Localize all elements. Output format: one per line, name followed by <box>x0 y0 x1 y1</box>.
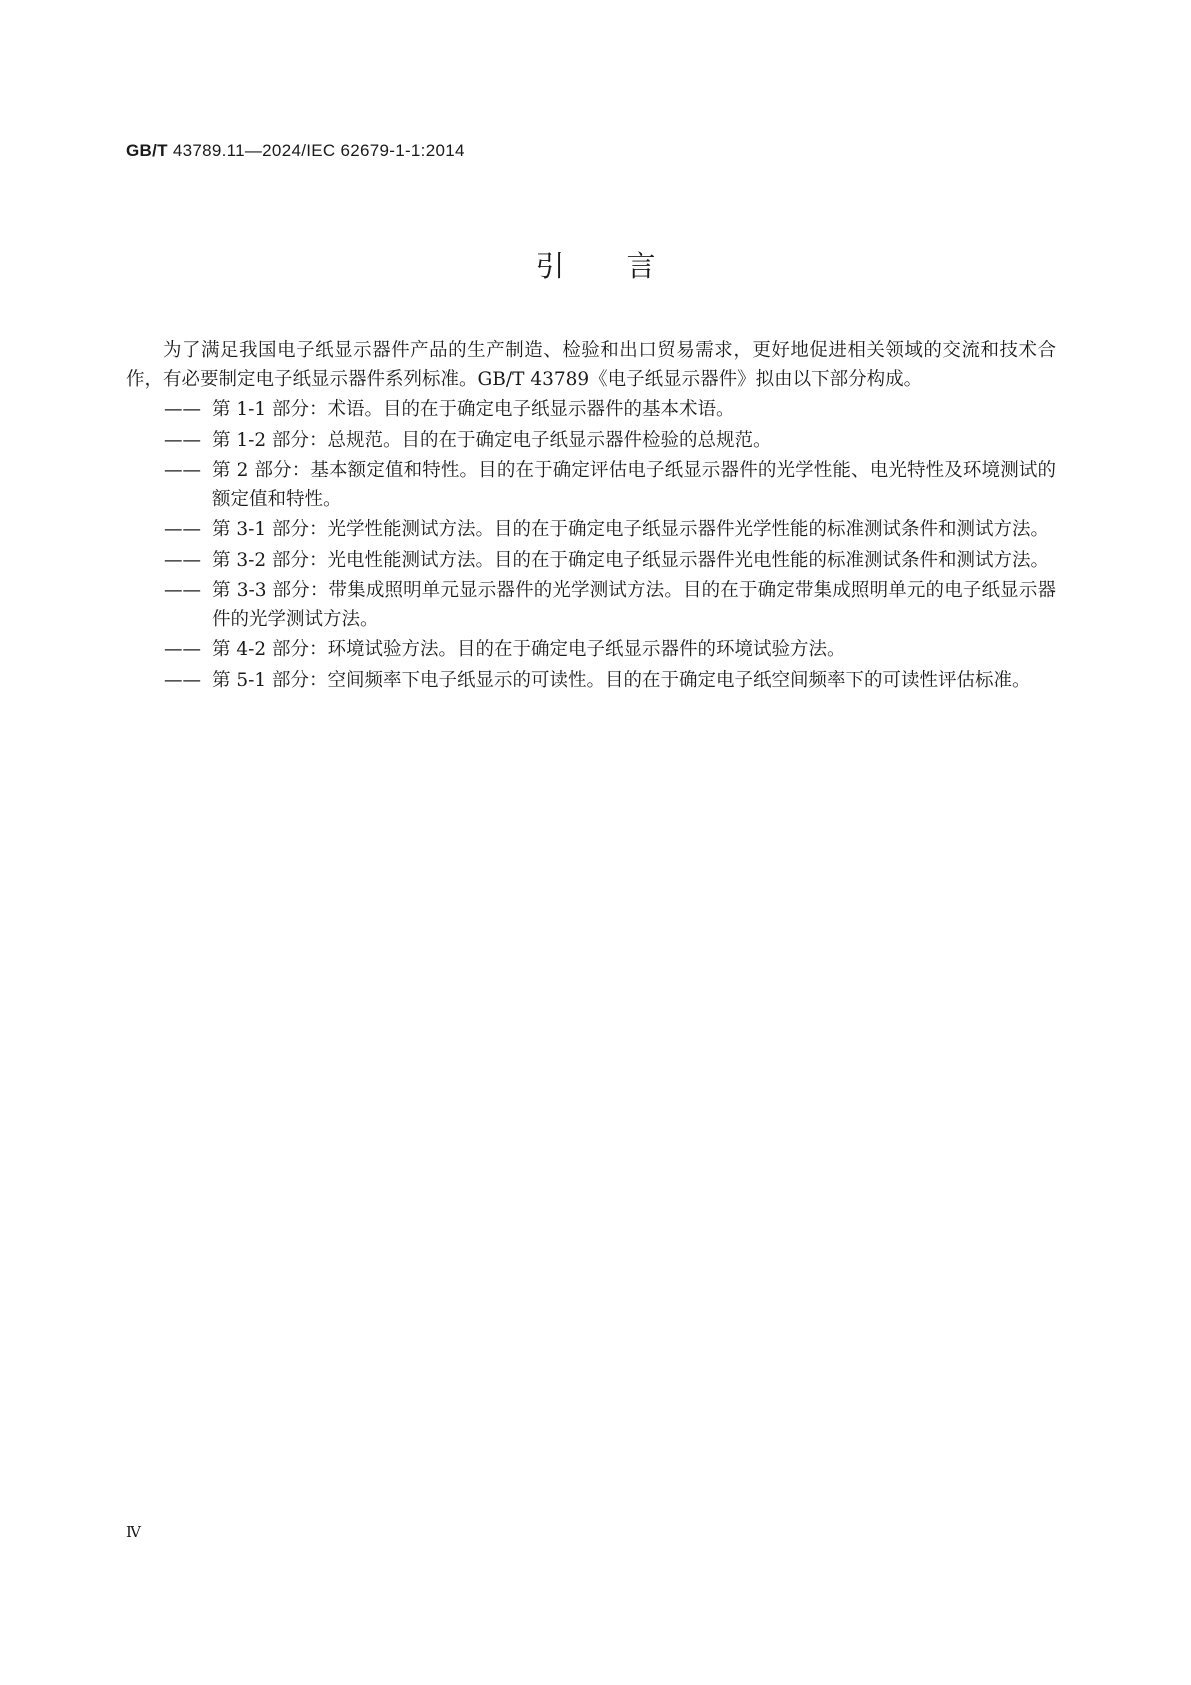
standard-prefix: GB/T <box>126 141 168 160</box>
list-dash: —— <box>164 429 201 451</box>
list-item <box>126 547 1056 576</box>
list-item-text: 第 3-3 部分：带集成照明单元显示器件的光学测试方法。目的在于确定带集成照明单元的电子纸显示器件的光学测试方法。 <box>212 580 1056 630</box>
list-item <box>126 516 1056 545</box>
list-item <box>126 396 1056 425</box>
list-item-text: 第 2 部分：基本额定值和特性。目的在于确定评估电子纸显示器件的光学性能、电光特性及环境测试的额定值和特性。 <box>212 460 1056 510</box>
parts-list <box>126 396 1056 695</box>
list-item <box>126 577 1056 634</box>
standard-number: 43789.11—2024/IEC 62679-1-1:2014 <box>167 141 465 160</box>
page-title: 引言 <box>535 249 718 283</box>
list-item-text: 第 1-1 部分：术语。目的在于确定电子纸显示器件的基本术语。 <box>212 399 735 420</box>
standard-code <box>126 141 465 161</box>
list-item <box>126 457 1056 514</box>
intro-paragraph: 为了满足我国电子纸显示器件产品的生产制造、检验和出口贸易需求，更好地促进相关领域的交流和技术合作，有必要制定电子纸显示器件系列标准。GB/T 43789《电子纸显示器件》拟由以下部分构成。 <box>126 340 1056 390</box>
list-dash: —— <box>164 519 201 540</box>
list-dash: —— <box>164 399 201 420</box>
list-dash: —— <box>164 669 201 691</box>
document-body <box>126 337 1056 695</box>
page-number: Ⅳ <box>126 1523 141 1541</box>
list-item-text: 第 1-2 部分：总规范。目的在于确定电子纸显示器件检验的总规范。 <box>212 429 772 451</box>
list-dash: —— <box>164 580 201 601</box>
list-item-text: 第 3-1 部分：光学性能测试方法。目的在于确定电子纸显示器件光学性能的标准测试条件和测试方法。 <box>212 519 1050 540</box>
list-item <box>126 636 1056 665</box>
list-item-text: 第 5-1 部分：空间频率下电子纸显示的可读性。目的在于确定电子纸空间频率下的可读性评估标准。 <box>212 669 1031 691</box>
list-dash: —— <box>164 460 201 481</box>
list-dash: —— <box>164 639 201 660</box>
list-item-text: 第 3-2 部分：光电性能测试方法。目的在于确定电子纸显示器件光电性能的标准测试条件和测试方法。 <box>212 549 1050 571</box>
list-item <box>126 667 1056 696</box>
list-dash: —— <box>164 549 201 571</box>
list-item-text: 第 4-2 部分：环境试验方法。目的在于确定电子纸显示器件的环境试验方法。 <box>212 639 846 660</box>
list-item <box>126 427 1056 456</box>
